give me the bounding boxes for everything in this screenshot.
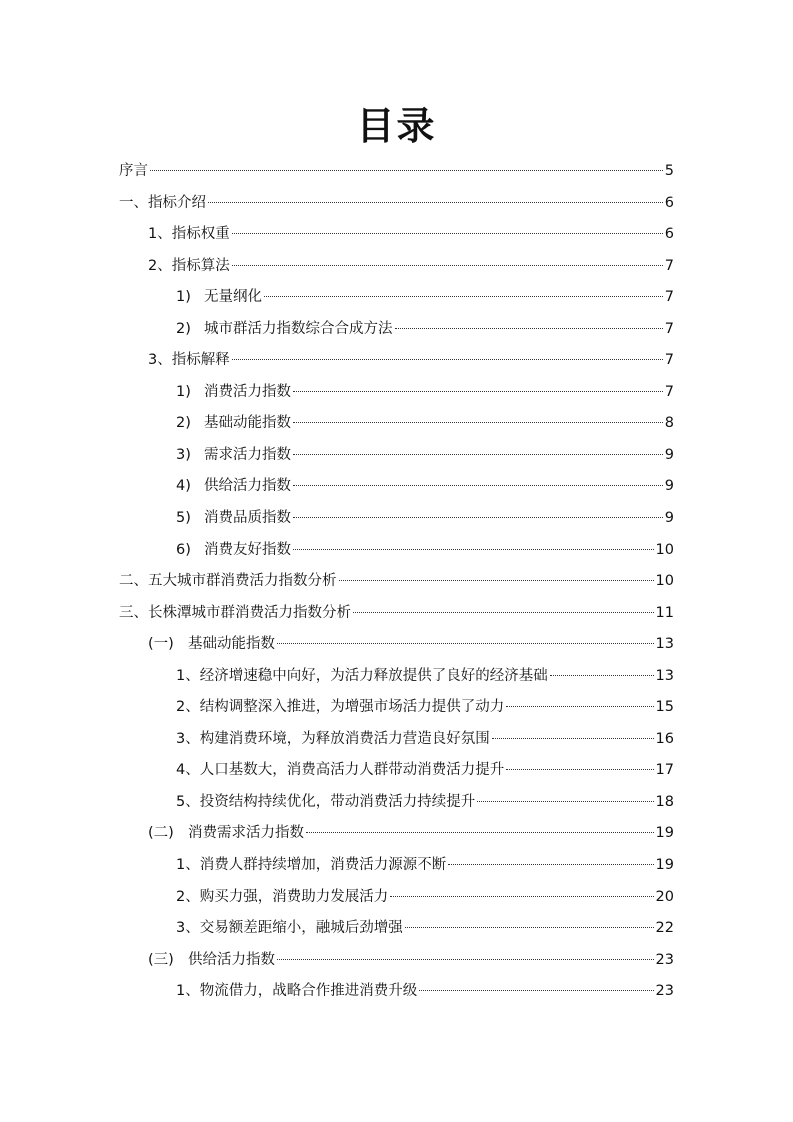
toc-entry-title: 2、购买力强，消费助力发展活力 [176,888,389,905]
toc-leader-dots [306,832,654,833]
toc-entry-title: 无量纲化 [204,289,262,306]
toc-leader-dots [208,202,663,203]
toc-entry[interactable] [119,692,674,724]
toc-page-number: 15 [655,699,674,716]
toc-leader-dots [395,328,663,329]
toc-leader-dots [232,265,663,266]
toc-leader-dots [353,612,654,613]
toc-leader-dots [293,422,663,423]
toc-entry[interactable] [119,471,674,503]
toc-entry[interactable] [119,408,674,440]
toc-page-number: 8 [664,415,674,432]
toc-entry[interactable] [119,882,674,914]
toc-leader-dots [264,296,663,297]
toc-page-number: 19 [655,825,674,842]
toc-entry[interactable] [119,314,674,346]
toc-entry-number: 1) [176,383,191,400]
toc-leader-dots [293,391,663,392]
toc-entry-title: 1、消费人群持续增加，消费活力源源不断 [176,857,447,874]
toc-entry[interactable] [119,535,674,567]
toc-page-number: 7 [664,257,674,274]
toc-page-number: 9 [664,478,674,495]
toc-entry-title: 3、构建消费环境，为释放消费活力营造良好氛围 [176,730,490,747]
toc-entry-title: 序言 [119,163,148,179]
toc-page-number: 9 [664,510,674,527]
toc-entry-number: 4) [176,478,191,495]
toc-page-number: 10 [655,541,674,558]
toc-entry[interactable] [119,282,674,314]
toc-page-number: 6 [664,194,674,211]
toc-entry-number: 3) [176,446,191,463]
toc-entry-title: 需求活力指数 [204,446,291,463]
toc-page-number: 19 [655,857,674,874]
toc-leader-dots [277,643,654,644]
toc-entry[interactable] [119,945,674,977]
toc-entry[interactable] [119,629,674,661]
toc-leader-dots [448,864,653,865]
toc-entry-title: 2、结构调整深入推进，为增强市场活力提供了动力 [176,699,505,716]
toc-leader-dots [232,359,663,360]
toc-entry[interactable] [119,724,674,756]
toc-leader-dots [506,769,653,770]
toc-entry-number: 1) [176,289,191,306]
toc-page-number: 6 [664,226,674,243]
toc-page-number: 7 [664,383,674,400]
toc-page-number: 16 [655,730,674,747]
toc-page-number: 22 [655,920,674,937]
toc-entry-title: 2、指标算法 [148,257,230,274]
toc-leader-dots [390,896,653,897]
toc-page-number: 5 [664,163,674,179]
toc-leader-dots [150,170,663,171]
toc-entry-title: 消费友好指数 [204,541,291,558]
toc-page-number: 10 [655,573,674,590]
toc-leader-dots [550,675,654,676]
toc-entry-title: 城市群活力指数综合合成方法 [204,320,393,337]
toc-entry-title: 5、投资结构持续优化，带动消费活力持续提升 [176,793,476,810]
toc-entry-number: 2) [176,320,191,337]
toc-leader-dots [293,454,663,455]
toc-page-number: 23 [655,983,674,1000]
toc-page-number: 13 [655,636,674,653]
toc-entry[interactable] [119,913,674,945]
toc-entry-title: 1、经济增速稳中向好，为活力释放提供了良好的经济基础 [176,667,548,684]
toc-entry-title: 消费需求活力指数 [188,825,304,842]
toc-entry[interactable] [119,440,674,472]
toc-entry[interactable] [119,345,674,377]
toc-entry[interactable] [119,787,674,819]
toc-page-number: 20 [655,888,674,905]
toc-page-number: 7 [664,352,674,369]
table-of-contents [119,156,674,1008]
toc-entry-title: 消费品质指数 [204,510,291,527]
toc-entry[interactable] [119,976,674,1008]
page-title: 目录 [356,104,437,148]
toc-entry[interactable] [119,818,674,850]
toc-entry[interactable] [119,156,674,188]
toc-entry-title: 一、指标介绍 [119,194,206,211]
toc-page-number: 9 [664,446,674,463]
toc-entry[interactable] [119,251,674,283]
toc-entry-title: 三、长株潭城市群消费活力指数分析 [119,604,351,621]
toc-leader-dots [405,927,654,928]
toc-entry[interactable] [119,219,674,251]
toc-leader-dots [477,801,653,802]
toc-entry-number: 6) [176,541,191,558]
toc-entry-title: 基础动能指数 [204,415,291,432]
toc-leader-dots [232,233,663,234]
toc-page-number: 7 [664,320,674,337]
toc-leader-dots [492,738,654,739]
toc-entry[interactable] [119,755,674,787]
toc-entry[interactable] [119,503,674,535]
toc-entry[interactable] [119,566,674,598]
toc-entry-number: 2) [176,415,191,432]
toc-page-number: 17 [655,762,674,779]
toc-entry-title: 3、指标解释 [148,352,230,369]
toc-entry[interactable] [119,188,674,220]
toc-entry-title: 供给活力指数 [188,951,275,968]
toc-entry-number: (二) [148,825,174,842]
toc-entry-number: (一) [148,636,174,653]
toc-entry-title: 1、指标权重 [148,226,230,243]
toc-leader-dots [277,959,654,960]
toc-entry-title: 消费活力指数 [204,383,291,400]
toc-entry[interactable] [119,598,674,630]
toc-entry[interactable] [119,850,674,882]
toc-entry-title: 3、交易额差距缩小，融城后劲增强 [176,920,403,937]
toc-entry[interactable] [119,661,674,693]
toc-leader-dots [293,485,663,486]
toc-page-number: 11 [655,604,674,621]
toc-leader-dots [339,580,654,581]
toc-entry[interactable] [119,377,674,409]
toc-leader-dots [419,990,653,991]
toc-entry-title: 供给活力指数 [204,478,291,495]
toc-page-number: 7 [664,289,674,306]
toc-entry-title: 4、人口基数大，消费高活力人群带动消费活力提升 [176,762,505,779]
toc-entry-number: (三) [148,951,174,968]
toc-entry-title: 基础动能指数 [188,636,275,653]
toc-entry-title: 二、五大城市群消费活力指数分析 [119,573,337,590]
toc-page-number: 18 [655,793,674,810]
toc-entry-number: 5) [176,510,191,527]
toc-leader-dots [293,517,663,518]
toc-leader-dots [293,549,654,550]
toc-leader-dots [506,706,653,707]
toc-page-number: 13 [655,667,674,684]
toc-page-number: 23 [655,951,674,968]
toc-entry-title: 1、物流借力，战略合作推进消费升级 [176,983,418,1000]
